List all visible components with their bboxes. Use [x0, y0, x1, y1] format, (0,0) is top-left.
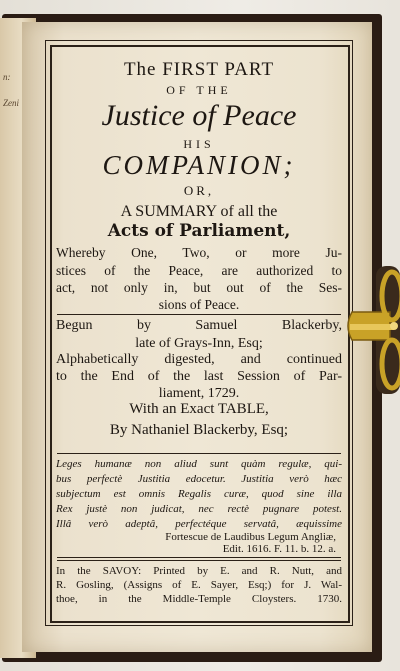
epigraph-source: Fortescue de Laudibus Legum Angliæ,	[165, 531, 336, 543]
description-line: stices of the Peace, are authorized to	[56, 263, 342, 278]
divider-rule	[57, 314, 341, 315]
author-line: late of Grays-Inn, Esq;	[135, 336, 263, 351]
title-line-justice: Justice of Peace	[101, 99, 297, 132]
imprint-line: R. Gosling, (Assigns of E. Sayer, Esq;) for J. Wal-	[56, 579, 342, 591]
imprint-line: thoe, in the Middle-Temple Cloysters. 1730.	[56, 593, 342, 605]
description-line: Whereby One, Two, or more Ju-	[56, 245, 342, 260]
title-line-of-the: OF THE	[166, 83, 232, 97]
author-line: With an Exact TABLE,	[129, 401, 269, 417]
imprint-line: In the SAVOY: Printed by E. and R. Nutt, and	[56, 565, 342, 577]
divider-rule	[57, 560, 341, 561]
left-leaf-fragment: n:	[3, 72, 11, 82]
epigraph-line: Leges humanæ non aliud sunt quàm regulæ, qui-	[56, 458, 342, 470]
title-line-companion: COMPANION;	[102, 150, 296, 180]
description-line: act, not only in, but out of the Ses-	[56, 280, 342, 295]
title-line-first-part: The FIRST PART	[123, 59, 275, 80]
author-line: to the End of the last Session of Par-	[56, 369, 342, 384]
summary-line: A SUMMARY of all the	[120, 203, 278, 220]
title-line-his: HIS	[183, 137, 215, 151]
author-line: liament, 1729.	[158, 386, 240, 401]
epigraph-line: Rex justè non judicat, nec rectè pugnare potest.	[56, 503, 342, 515]
author-line: By Nathaniel Blackerby, Esq;	[109, 422, 289, 438]
author-line: Alphabetically digested, and continued	[56, 352, 342, 367]
author-line: Begun by Samuel Blackerby,	[56, 318, 342, 333]
epigraph-line: bus perfectè Justitia edocetur. Justitia verò hæc	[56, 473, 342, 485]
acts-of-parliament-line: Acts of Parliament,	[107, 221, 291, 241]
title-line-summary	[56, 204, 342, 240]
epigraph-line: subjectum est omnis Regalis curæ, quod sine illa	[56, 488, 342, 500]
description-line: sions of Peace.	[158, 297, 240, 312]
divider-rule	[57, 557, 341, 558]
brass-clasp-icon	[346, 266, 400, 394]
epigraph-line: Illâ verò adeptâ, perfectéque servatâ, æquissime	[56, 518, 342, 530]
title-line-or: OR,	[183, 183, 215, 198]
divider-rule	[57, 453, 341, 454]
epigraph-source-edition: Edit. 1616. F. 11. b. 12. a.	[222, 543, 336, 555]
left-leaf-fragment: Zeni	[3, 98, 20, 108]
